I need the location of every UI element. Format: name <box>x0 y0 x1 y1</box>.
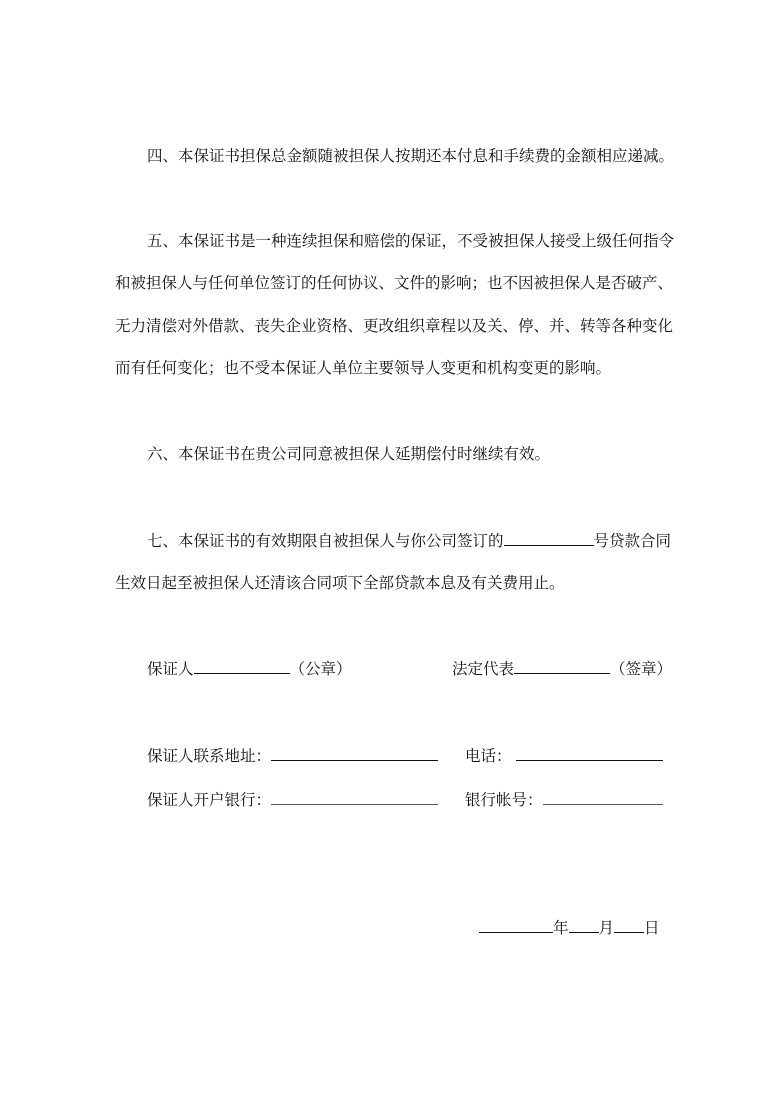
date-row <box>479 917 660 938</box>
year-label: 年 <box>553 919 569 937</box>
address-row <box>147 745 438 766</box>
bank-blank[interactable] <box>271 789 438 805</box>
guarantor-blank[interactable] <box>194 658 290 674</box>
guarantor-label: 保证人 <box>147 660 194 678</box>
account-label: 银行帐号： <box>465 791 543 809</box>
guarantor-seal-label: （公章） <box>289 660 352 678</box>
phone-label: 电话： <box>465 747 512 765</box>
clause-5-line-2: 和被担保人与任何单位签订的任何协议、文件的影响；也不因被担保人是否破产、 <box>115 274 674 292</box>
legal-rep-seal-label: （签章） <box>610 660 673 678</box>
clause-7-text-after: 号贷款合同 <box>593 532 672 550</box>
day-blank[interactable] <box>614 917 644 933</box>
clause-7-line-1 <box>147 530 671 551</box>
legal-rep-label: 法定代表 <box>452 660 515 678</box>
clause-5-line-1: 五、本保证书是一种连续担保和赔偿的保证，不受被担保人接受上级任何指令 <box>147 232 675 250</box>
phone-row <box>465 745 663 766</box>
clause-7-text-before: 七、本保证书的有效期限自被担保人与你公司签订的 <box>147 532 504 550</box>
bank-row <box>147 789 438 810</box>
clause-7-line-2: 生效日起至被担保人还清该合同项下全部贷款本息及有关费用止。 <box>115 574 565 592</box>
contract-number-blank[interactable] <box>504 530 594 546</box>
phone-blank[interactable] <box>516 745 663 761</box>
clause-5-line-4: 而有任何变化；也不受本保证人单位主要领导人变更和机构变更的影响。 <box>115 359 612 377</box>
address-blank[interactable] <box>271 745 438 761</box>
month-blank[interactable] <box>569 917 599 933</box>
day-label: 日 <box>644 919 660 937</box>
legal-rep-row <box>452 658 672 679</box>
month-label: 月 <box>598 919 615 937</box>
clause-5-line-3: 无力清偿对外借款、丧失企业资格、更改组织章程以及关、停、并、转等各种变化 <box>115 317 674 335</box>
account-blank[interactable] <box>543 789 663 805</box>
address-label: 保证人联系地址： <box>147 747 272 765</box>
guarantor-row <box>147 658 352 679</box>
clause-4: 四、本保证书担保总金额随被担保人按期还本付息和手续费的金额相应递减。 <box>147 147 675 165</box>
legal-rep-blank[interactable] <box>514 658 610 674</box>
bank-label: 保证人开户银行： <box>147 791 272 809</box>
year-blank[interactable] <box>479 917 553 933</box>
account-row <box>465 789 663 810</box>
clause-6: 六、本保证书在贵公司同意被担保人延期偿付时继续有效。 <box>147 445 551 463</box>
